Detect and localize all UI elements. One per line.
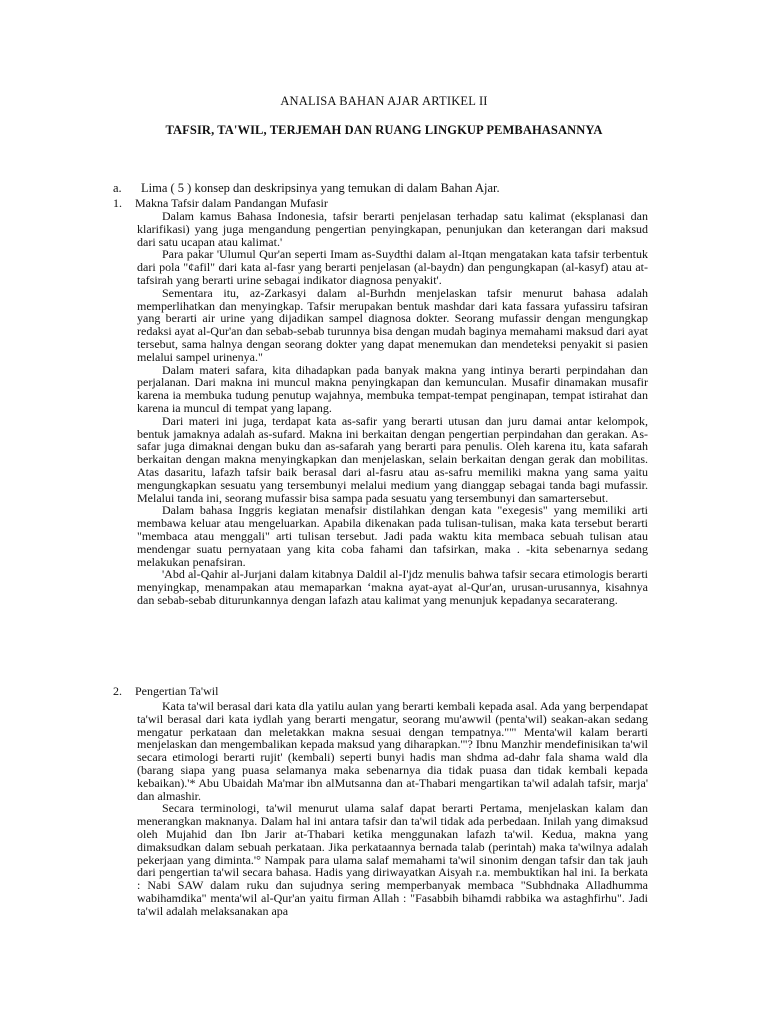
item-a (113, 181, 500, 196)
section-number: 2. (113, 684, 122, 698)
section-body-1 (137, 210, 648, 607)
paragraph: 'Abd al-Qahir al-Jurjani dalam kitabnya Daldil al-I'jdz menulis bahwa tafsir secara etimologis berarti menyingkap, menampakan atau memaparkan ‘makna ayat-ayat al-Qur'an, urusan-urusannya, kisahnya dan sebab-sebab diturunkannya dengan lafazh atau kalimat yang menunjuk kepadanya secaraterang. (137, 567, 648, 607)
paragraph: Secara terminologi, ta'wil menurut ulama salaf dapat berarti Pertama, menjelaskan kalam dan menerangkan maknanya. Dalam hal ini antara tafsir dan ta'wil tidak ada perbedaan. Inilah yang dimaksud oleh Mujahid dan Ibn Jarir at-Thabari ketika menggunakan lafazh ta'wil. Kedua, makna yang dimaksudkan dalam sebuah perkataan. Jika perkataannya bernada talab (perintah) maka ta'wilnya adalah pekerjaan yang diminta.'° Nampak para ulama salaf memahami ta'wil sinonim dengan tafsir dan tak jauh dari pengertian ta'wil secara bahasa. Hadis yang diriwayatkan Aisyah r.a. membuktikan hal ini. Ia berkata : Nabi SAW dalam ruku dan sujudnya sering memperbanyak membaca "Subhdnaka Alladhumma wabihamdika" menta'wil al-Qur'an yaitu firman Allah : "Fasabbih bihamdi rabbika wa astaghfirhu". Jadi ta'wil adalah melaksanakan apa (137, 801, 648, 918)
document-subtitle: TAFSIR, TA'WIL, TERJEMAH DAN RUANG LINGKUP PEMBAHASANNYA (165, 123, 603, 137)
paragraph: Sementara itu, az-Zarkasyi dalam al-Burhdn menjelaskan tafsir menurut bahasa adalah memperlihatkan dan menyingkap. Tafsir merupakan bentuk mashdar dari kata fassara yufassiru tafsiran yang berarti air urine yang dijadikan sampel diagnosa dokter. Seorang mufassir dengan mengungkap redaksi ayat al-Qur'an dan sebab-sebab turunnya bisa dengan mudah baginya memahami maksud dari ayat tersebut, sama halnya dengan seorang dokter yang dapat menemukan dan mendeteksi penyakit si pasien melalui sampel urinenya." (137, 285, 648, 364)
paragraph: Dalam bahasa Inggris kegiatan menafsir distilahkan dengan kata "exegesis" yang memiliki arti membawa keluar atau mengeluarkan. Apabila dikenakan pada tulisan-tulisan, maka kata tersebut berarti "membaca atau menggali" arti tulisan tersebut. Jadi pada waktu kita membaca sebuah tulisan atau mendengar suatu pernyataan yang kita coba fahami dan tafsirkan, maka . -kita sebenarnya sedang melakukan penafsiran. (137, 503, 648, 569)
document-title: ANALISA BAHAN AJAR ARTIKEL II (280, 94, 488, 108)
paragraph: Dalam materi safara, kita dihadapkan pada banyak makna yang intinya berarti perpindahan dan perjalanan. Dari makna ini muncul makna penyingkapan dan kemunculan. Musafir dinamakan musafir karena ia membuka tudung penutup wajahnya, membuka tempat-tempat penginapan, tempat istirahat dan karena ia muncul di tempat yang lapang. (137, 362, 648, 415)
paragraph: Kata ta'wil berasal dari kata dla yatilu aulan yang berarti kembali kepada asal. Ada yang berpendapat ta'wil berasal dari kata iydlah yang berarti mengatur, seorang mu'awwil (penta'wil) seakan-akan sedang mengatur perkataan dan meletakkan makna sesuai dengan tempatnya.""' Menta'wil kalam berarti menjelaskan dan mengembalikan kepada maksud yang diharapkan.'"? Ibnu Manzhir mendefinisikan ta'wil secara etimologi berarti rujit' (kembali) seperti bunyi hadis man shdma ad-dahr fala shama wald dla (barang siapa yang puasa selamanya maka sebenarnya dia tidak puasa dan tidak kembali kepada kebaikan).'* Abu Ubaidah Ma'mar ibn alMutsanna dan at-Thabari mengartikan ta'wil adalah tafsir, marja' dan almashir. (137, 699, 648, 803)
section-heading-2 (113, 684, 218, 699)
section-title: Makna Tafsir dalam Pandangan Mufasir (135, 196, 328, 210)
paragraph: Dari materi ini juga, terdapat kata as-safir yang berarti utusan dan juru damai antar kelompok, bentuk jamaknya adalah as-sufard. Makna ini berkaitan dengan pengertian perpindahan dan gerakan. As-safar juga dimaknai dengan buku dan as-safarah yang berarti para penulis. Oleh karena itu, kata safarah berkaitan dengan makna menyingkapkan dan menjelaskan, selain berkaitan dengan gerak dan mobilitas. Atas dasaritu, lafazh tafsir baik berasal dari al-fasru atau as-safru memiliki makna yang sama yaitu mengungkapkan sesuatu yang tersembunyi melalui medium yang dianggap sebagai tanda bagi mufassir. Melalui tanda ini, seorang mufassir bisa sampa pada sesuatu yang tersembunyi dan samartersebut. (137, 413, 648, 505)
item-a-marker: a. (113, 181, 122, 195)
item-a-text: Lima ( 5 ) konsep dan deskripsinya yang temukan di dalam Bahan Ajar. (141, 181, 500, 195)
paragraph: Para pakar 'Ulumul Qur'an seperti Imam as-Suydthi dalam al-Itqan mengatakan kata tafsir terbentuk dari pola "¢afil" dari kata al-fasr yang berarti penjelasan (al-baydn) dan pengungkapan (al-kasyf) atau at-tafsirah yang berarti urine sebagai indikator diagnosa penyakit'. (137, 247, 648, 287)
section-body-2 (137, 700, 648, 918)
section-number: 1. (113, 196, 122, 210)
section-title: Pengertian Ta'wil (135, 684, 219, 698)
paragraph: Dalam kamus Bahasa Indonesia, tafsir berarti penjelasan terhadap satu kalimat (eksplanasi dan klarifikasi) yang juga mengandung pengertian penyingkapan, penunjukan dan keterangan dari maksud dari satu ucapan atau kalimat.' (137, 209, 648, 249)
